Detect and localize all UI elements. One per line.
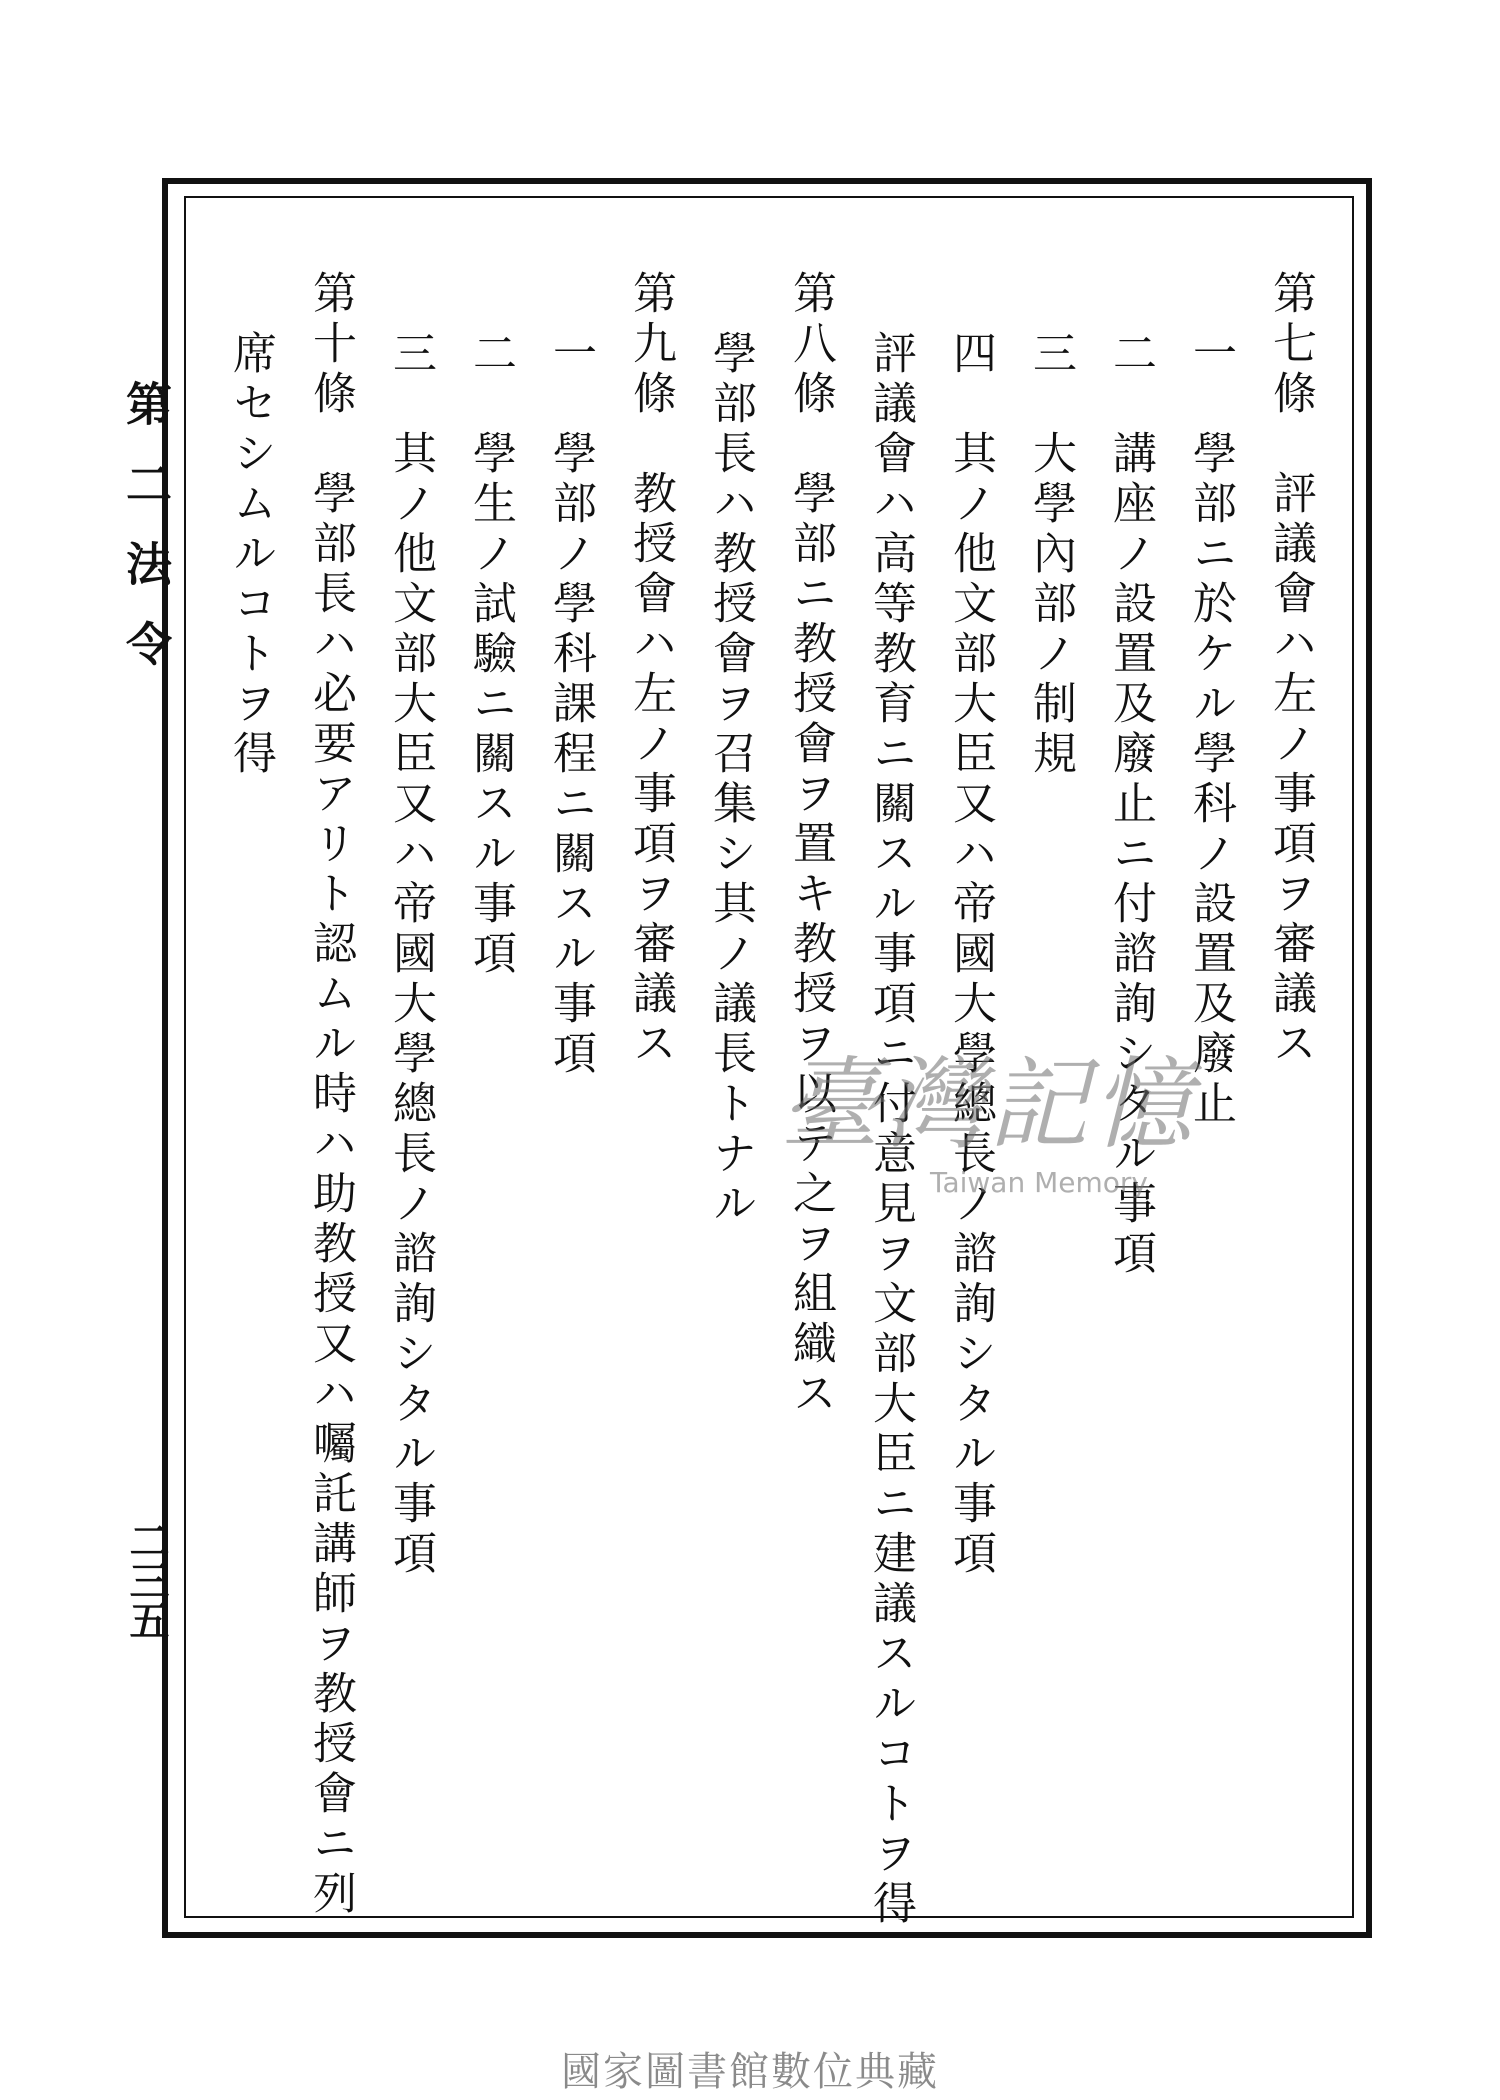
text-column-3: 二 講座ノ設置及廢止ニ付諮詢シタル事項 bbox=[1105, 330, 1156, 1280]
text-column-13: 第十條 學部長ハ必要アリト認ムル時ハ助教授又ハ囑託講師ヲ教授會ニ列 bbox=[305, 270, 356, 1920]
page-number: 二三五 bbox=[123, 1520, 170, 1640]
text-column-6: 評議會ハ高等教育ニ關スル事項ニ付意見ヲ文部大臣ニ建議スルコトヲ得 bbox=[865, 330, 916, 1930]
margin-section-title: 第二法令 bbox=[119, 380, 173, 700]
text-column-5: 四 其ノ他文部大臣又ハ帝國大學總長ノ諮詢シタル事項 bbox=[945, 330, 996, 1580]
watermark-subtitle: Taiwan Memory bbox=[930, 1166, 1148, 1199]
footer-credit: 國家圖書館數位典藏 bbox=[561, 2049, 939, 2095]
text-column-2: 一 學部ニ於ケル學科ノ設置及廢止 bbox=[1185, 330, 1236, 1130]
text-column-8: 學部長ハ教授會ヲ召集シ其ノ議長トナル bbox=[705, 330, 756, 1230]
text-column-7: 第八條 學部ニ教授會ヲ置キ教授ヲ以テ之ヲ組織ス bbox=[785, 270, 836, 1420]
text-column-9: 第九條 教授會ハ左ノ事項ヲ審議ス bbox=[625, 270, 676, 1070]
text-column-4: 三 大學內部ノ制規 bbox=[1025, 330, 1076, 780]
text-column-12: 三 其ノ他文部大臣又ハ帝國大學總長ノ諮詢シタル事項 bbox=[385, 330, 436, 1580]
text-column-10: 一 學部ノ學科課程ニ關スル事項 bbox=[545, 330, 596, 1080]
text-column-1: 第七條 評議會ハ左ノ事項ヲ審議ス bbox=[1265, 270, 1316, 1070]
watermark-title: 臺灣記憶 bbox=[780, 1046, 1196, 1163]
text-column-14: 席セシムルコトヲ得 bbox=[225, 330, 276, 780]
text-column-11: 二 學生ノ試驗ニ關スル事項 bbox=[465, 330, 516, 980]
